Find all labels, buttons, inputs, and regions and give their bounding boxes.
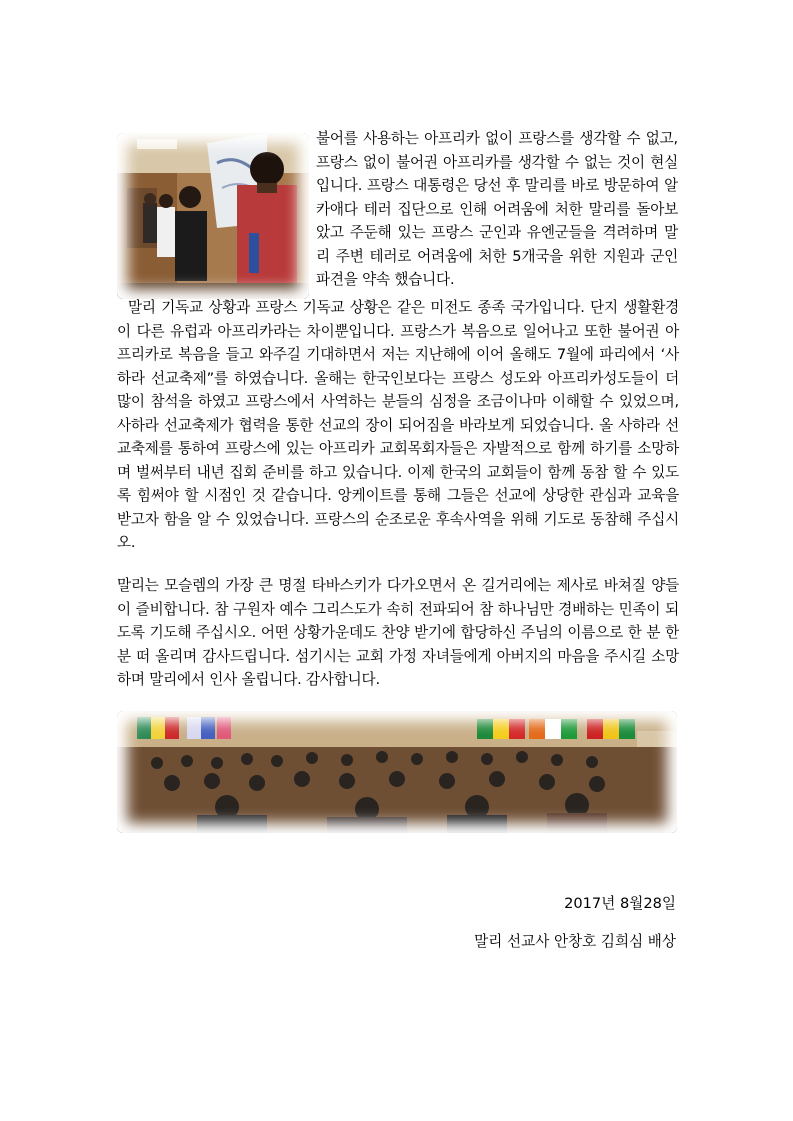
letter-signature: 말리 선교사 안창호 김희심 배상 bbox=[474, 933, 676, 950]
paragraph-3: 말리는 모슬렘의 가장 큰 명절 타바스키가 다가오면서 온 길거리에는 제사로 바쳐질 양들이 즐비합니다. 참 구원자 예수 그리스도가 속히 전파되어 참 하나님만 경배하는 민족이 되도록 기도해 주십시오. 어떤 상황가운데도 찬양 받기에 합당하신 주님의 이름으로 한 분 한 분 떠 올리며 감사드립니다. 섬기시는 교회 가정 자녀들에게 아버지의 마음을 주시길 소망하며 말리에서 인사 올립니다. 감사합니다. bbox=[117, 577, 679, 688]
conference-hall-photo bbox=[117, 711, 677, 833]
worship-singers-photo bbox=[117, 133, 309, 299]
paragraph-2: 말리 기독교 상황과 프랑스 기독교 상황은 같은 미전도 종족 국가입니다. 단지 생활환경이 다른 유럽과 아프리카라는 차이뿐입니다. 프랑스가 복음으로 일어나고 또한 불어권 아프리카로 복음을 들고 와주길 기대하면서 저는 지난해에 이어 올해도 7월에 파리에서 ‘사하라 선교축제”를 하였습니다. 올해는 한국인보다는 프랑스 성도와 아프리카성도들이 더 많이 참석을 하였고 프랑스에서 사역하는 분들의 심정을 조금이나마 이해할 수 있었으며, 사하라 선교축제가 협력을 통한 선교의 장이 되어짐을 바라보게 되었습니다. 올 사하라 선교축제를 통하여 프랑스에 있는 아프리카 교회목회자들은 자발적으로 함께 하기를 소망하며 벌써부터 내년 집회 준비를 하고 있습니다. 이제 한국의 교회들이 함께 동참 할 수 있도록 힘써야 할 시점인 것 같습니다. 앙케이트를 통해 그들은 선교에 상당한 관심과 교육을 받고자 함을 알 수 있었습니다. 프랑스의 순조로운 후속사역을 위해 기도로 동참해 주십시오. bbox=[117, 299, 679, 551]
paragraph-1: 불어를 사용하는 아프리카 없이 프랑스를 생각할 수 없고, 프랑스 없이 불어권 아프리카를 생각할 수 없는 것이 현실입니다. 프랑스 대통령은 당선 후 말리를 바로 방문하여 알카애다 테러 집단으로 인해 어려움에 처한 말리를 돌아보았고 주둔해 있는 프랑스 군인과 유엔군들을 격려하며 말리 주변 테러로 어려움에 처한 5개국을 위한 지원과 군인 파견을 약속 했습니다. bbox=[316, 130, 678, 288]
conference-audience-image bbox=[117, 711, 677, 833]
letter-date: 2017년 8월28일 bbox=[564, 895, 676, 912]
worship-singers-image bbox=[117, 133, 309, 299]
